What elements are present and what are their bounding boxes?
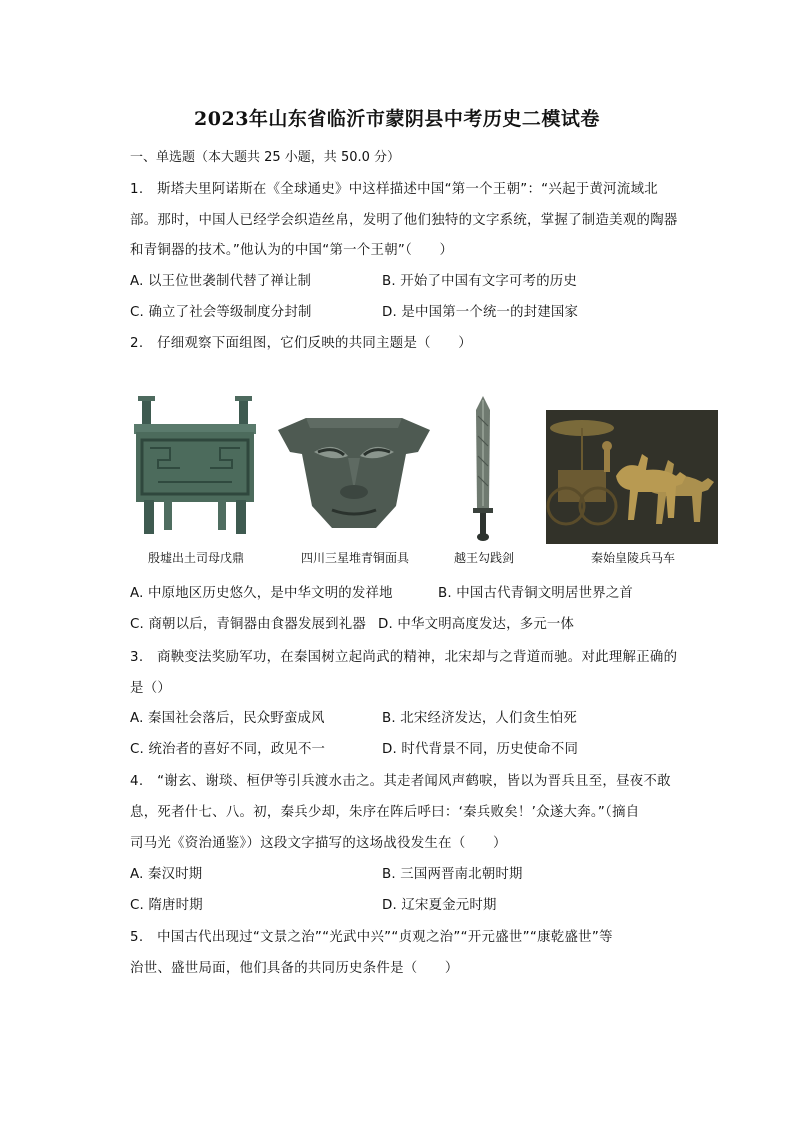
question-3-option-c[interactable]: C. 统治者的喜好不同，政见不一 <box>130 742 326 757</box>
question-5-line-1: 5. 中国古代出现过“文景之治”“光武中兴”“贞观之治”“开元盛世”“康乾盛世”等 <box>130 930 613 945</box>
caption-mask: 四川三星堆青铜面具 <box>300 551 409 565</box>
question-3-option-a[interactable]: A. 秦国社会落后，民众野蛮成风 <box>130 711 325 726</box>
question-4-line-2: 息，死者什七、八。初，秦兵少却，朱序在阵后呼曰：‘秦兵败矣！’众遂大奔。”（摘自 <box>130 805 640 820</box>
question-5-line-2: 治世、盛世局面，他们具备的共同历史条件是（ ） <box>130 961 459 976</box>
question-3-option-d[interactable]: D. 时代背景不同，历史使命不同 <box>382 742 579 757</box>
page-title: 2023年山东省临沂市蒙阴县中考历史二模试卷 <box>194 108 600 130</box>
ding-image <box>128 396 262 542</box>
question-3-line-2: 是（） <box>130 681 172 696</box>
question-4-option-b[interactable]: B. 三国两晋南北朝时期 <box>382 867 523 882</box>
question-1-option-c[interactable]: C. 确立了社会等级制度分封制 <box>130 305 312 320</box>
section-header: 一、单选题（本大题共 25 小题，共 50.0 分） <box>130 150 401 165</box>
question-1-line-1: 1. 斯塔夫里阿诺斯在《全球通史》中这样描述中国“第一个王朝”：“兴起于黄河流域北 <box>130 182 658 197</box>
question-4-line-1: 4. “谢玄、谢琰、桓伊等引兵渡水击之。其走者闻风声鹤唳，皆以为晋兵且至，昼夜不敢 <box>130 774 671 789</box>
question-4-option-a[interactable]: A. 秦汉时期 <box>130 867 203 882</box>
caption-chariot: 秦始皇陵兵马车 <box>590 551 675 565</box>
question-2-option-b[interactable]: B. 中国古代青铜文明居世界之首 <box>438 586 633 601</box>
caption-ding: 殷墟出土司母戊鼎 <box>147 551 244 565</box>
question-4-option-d[interactable]: D. 辽宋夏金元时期 <box>382 898 497 913</box>
question-2-option-d[interactable]: D. 中华文明高度发达，多元一体 <box>378 617 575 632</box>
question-3-line-1: 3. 商鞅变法奖励军功，在秦国树立起尚武的精神，北宋却与之背道而驰。对此理解正确的 <box>130 650 678 665</box>
chariot-image <box>546 410 718 544</box>
question-4-option-c[interactable]: C. 隋唐时期 <box>130 898 203 913</box>
question-1-line-2: 部。那时，中国人已经学会织造丝帛，发明了他们独特的文字系统，掌握了制造美观的陶器 <box>130 213 678 228</box>
sword-image <box>472 396 494 542</box>
question-2-line-1: 2. 仔细观察下面组图，它们反映的共同主题是（ ） <box>130 336 472 351</box>
question-1-option-a[interactable]: A. 以王位世袭制代替了禅让制 <box>130 274 312 289</box>
bronze-mask-image <box>278 410 430 532</box>
question-3-option-b[interactable]: B. 北宋经济发达，人们贪生怕死 <box>382 711 577 726</box>
question-4-line-3: 司马光《资治通鉴》）这段文字描写的这场战役发生在（ ） <box>130 836 507 851</box>
caption-sword: 越王勾践剑 <box>453 551 514 565</box>
question-1-option-d[interactable]: D. 是中国第一个统一的封建国家 <box>382 305 579 320</box>
question-1-option-b[interactable]: B. 开始了中国有文字可考的历史 <box>382 274 577 289</box>
question-2-option-c[interactable]: C. 商朝以后，青铜器由食器发展到礼器 <box>130 617 366 632</box>
question-2-option-a[interactable]: A. 中原地区历史悠久，是中华文明的发祥地 <box>130 586 393 601</box>
question-1-line-3: 和青铜器的技术。”他认为的中国“第一个王朝”（ ） <box>130 243 454 258</box>
